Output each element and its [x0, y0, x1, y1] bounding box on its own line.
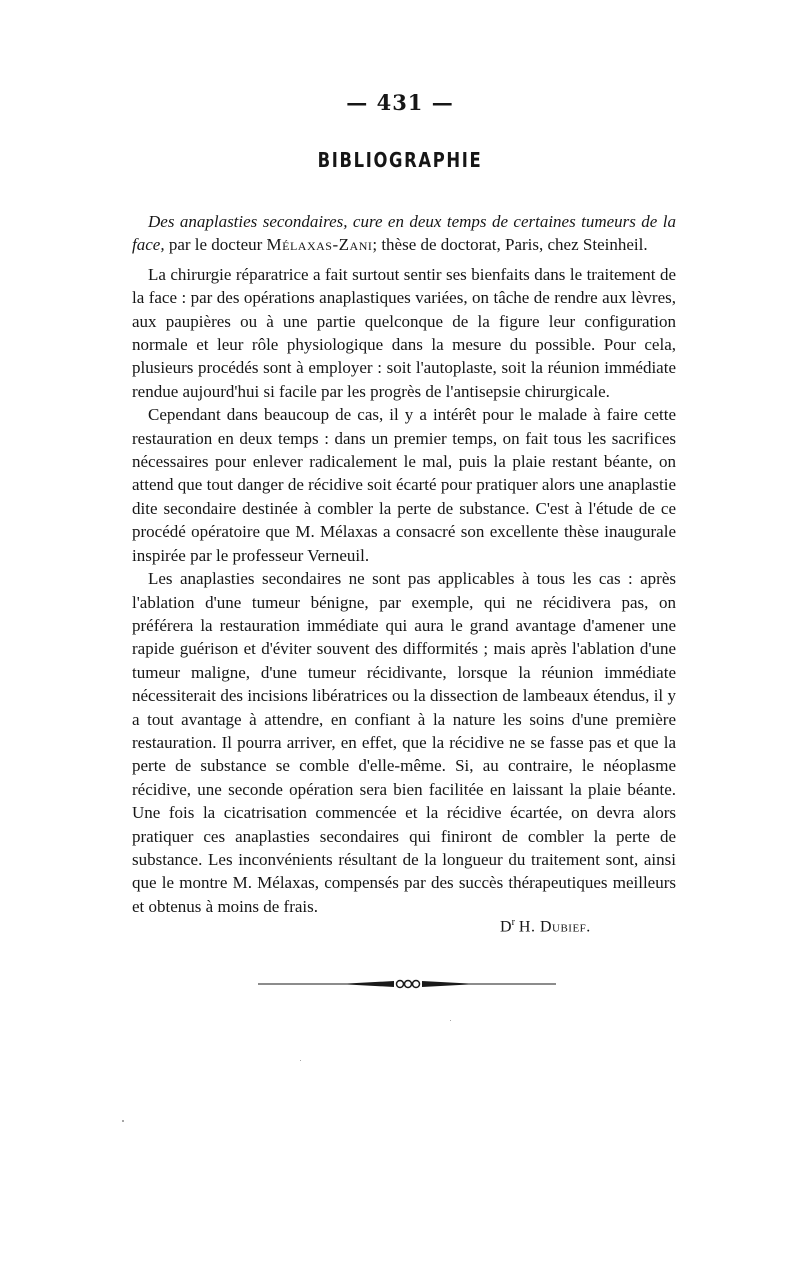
reference-publication: ; thèse de doctorat, Paris, chez Steinheil.: [372, 235, 648, 255]
signature-prefix: D: [500, 918, 512, 936]
reference-author: Mélaxas-Zani: [266, 235, 373, 255]
reference-title: Des anaplasties secondaires, cure en deux temps de certaines tumeurs de la face,: [132, 212, 676, 255]
paragraph-1: La chirurgie réparatrice a fait surtout sentir ses bienfaits dans le traitement de la face : par des opérations anaplastiques variées, on tâche de rendre aux lèvres, aux paupières ou à une partie quelconque de la figure leur configuration normale et leur rôle physiologique dans la mesure du possible. Pour cela, plusieurs procédés sont à employer : soit l'autoplaste, soit la réunion immédiate rendue aujourd'hui si facile par les progrès de l'antisepsie chirurgicale.: [132, 264, 676, 401]
signature-name: H. Dubief.: [518, 918, 591, 936]
ornament-divider: [258, 974, 556, 994]
section-heading: BIBLIOGRAPHIE: [317, 148, 483, 172]
bibliographic-reference: [132, 210, 676, 257]
paper-speck: [122, 1120, 124, 1122]
paper-speck: [300, 1060, 301, 1061]
divider-bead-2: [405, 981, 412, 988]
page-number: — 431 —: [346, 90, 454, 115]
signature-superscript: r: [511, 917, 515, 928]
paper-speck: [450, 1020, 451, 1021]
reference-by: par le docteur: [164, 235, 267, 255]
author-signature: [500, 917, 680, 936]
article-body: [132, 210, 676, 918]
paragraph-2: Cependant dans beaucoup de cas, il y a intérêt pour le malade à faire cette restauration en deux temps : dans un premier temps, on fait tous les sacrifices nécessaires pour enlever radicalement le mal, puis la plaie restant béante, on attend que tout danger de récidive soit écarté pour pratiquer alors une anaplastie dite secondaire destinée à combler la perte de substance. C'est à l'étude de ce procédé opératoire que M. Mélaxas a consacré son excellente thèse inaugurale inspirée par le professeur Verneuil.: [132, 405, 676, 565]
divider-bead-1: [397, 981, 404, 988]
paragraph-3: Les anaplasties secondaires ne sont pas applicables à tous les cas : après l'ablation d'une tumeur bénigne, par exemple, qui ne récidivera pas, on préférera la restauration immédiate qui aura le grand avantage d'amener une rapide guérison et d'éviter souvent des difformités ; mais après l'ablation d'une tumeur maligne, d'une tumeur récidivante, lorsque la réunion immédiate nécessiterait des incisions libératrices ou la dissection de lambeaux étendus, il y a tout avantage à attendre, en confiant à la nature les soins d'une première restauration. Il pourra arriver, en effet, que la récidive ne se fasse pas et que la perte de substance se comble d'elle-même. Si, au contraire, le néoplasme récidive, une seconde opération sera bien facilitée en laissant la plaie béante. Une fois la cicatrisation commencée et la récidive écartée, on devra alors pratiquer ces anaplasties secondaires qui finiront de combler la perte de substance. Les inconvénients résultant de la longueur du traitement sont, ainsi que le montre M. Mélaxas, compensés par des succès thérapeutiques meilleurs et obtenus à moins de frais.: [132, 569, 676, 916]
divider-taper-left: [338, 981, 394, 987]
divider-bead-3: [413, 981, 420, 988]
